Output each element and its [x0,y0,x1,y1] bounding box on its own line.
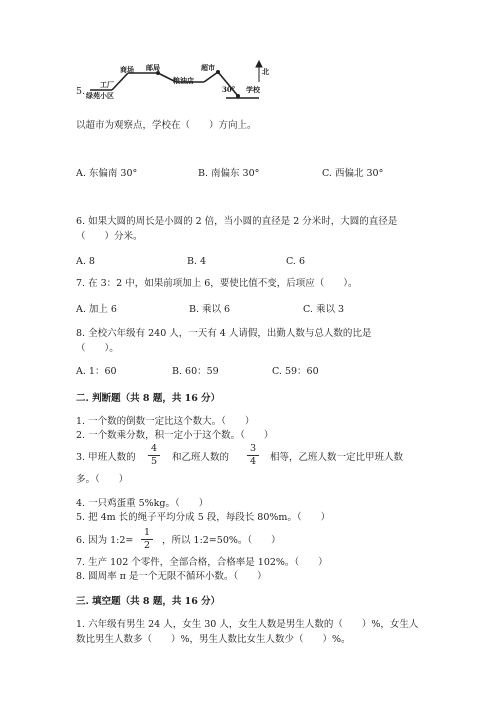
judge-item-6-part-a: 6. 因为 1:2= [76,535,134,546]
map-label-shangchang: 商场 [120,65,134,74]
fill-item-1-line1: 1. 六年级有男生 24 人，女生 30 人，女生人数是男生人数的（ ）%，女生人 [76,619,419,630]
fraction-numerator: 4 [150,443,158,454]
judge-item-8: 8. 圆周率 π 是一个无限不循环小数。（ ） [76,571,267,582]
q7-option-c[interactable]: C. 乘以 3 [303,304,345,315]
q8-option-c[interactable]: C. 59：60 [272,366,319,377]
q8-line1: 8. 全校六年级有 240 人，一天有 4 人请假，出勤人数与总人数的比是 [76,328,372,339]
map-label-angle: 30° [222,85,236,94]
q7-option-a[interactable]: A. 加上 6 [76,304,117,315]
q8-line2: （ ）。 [76,343,119,354]
fraction-denominator: 4 [249,456,257,467]
chaoshi-dot [216,70,220,74]
map-label-chaoshi: 超市 [201,63,215,72]
q6-option-a[interactable]: A. 8 [76,256,95,267]
q5-number: 5. [76,86,86,97]
judge-item-6-part-b: ，所以 1:2=50%。（ ） [162,535,281,546]
fraction-numerator: 1 [143,527,151,538]
route-segment-chaoshi [204,72,218,82]
route-segment-gongchang [112,73,128,90]
map-label-xuexiao: 学校 [246,85,260,94]
q7-option-b[interactable]: B. 乘以 6 [189,304,231,315]
fill-item-1-line2: 数比男生人数多（ ）%，男生人数比女生人数少（ ）%。 [76,634,351,645]
section2-title: 二. 判断题（共 8 题，共 16 分） [76,393,221,404]
judge-item-3-fraction-1 [148,444,160,467]
judge-item-5: 5. 把 4m 长的绳子平均分成 5 段，每段长 80%m。（ ） [76,512,331,523]
q5-option-c[interactable]: C. 西偏北 30° [322,168,384,179]
judge-item-4: 4. 一只鸡蛋重 5%kg。（ ） [76,498,209,509]
map-label-gongchang: 工厂 [100,80,114,89]
judge-item-3-part-b: 和乙班人数的 [172,452,230,463]
fraction-denominator: 5 [150,456,158,467]
map-label-north: 北 [262,67,269,76]
q5-option-b[interactable]: B. 南偏东 30° [198,168,260,179]
judge-item-3-fraction-2 [247,444,259,467]
map-label-lvyuan: 绿苑小区 [86,91,114,100]
fraction-numerator: 3 [249,443,257,454]
judge-item-7: 7. 生产 102 个零件，全部合格，合格率是 102%。（ ） [76,557,328,568]
section3-title: 三. 填空题（共 8 题，共 16 分） [76,596,221,607]
q6-option-c[interactable]: C. 6 [286,256,306,267]
map-label-youju: 邮局 [146,63,160,72]
judge-item-3-part-c: 相等，乙班人数一定比甲班人数 [270,452,404,463]
q8-option-a[interactable]: A. 1：60 [76,366,117,377]
judge-item-3-part-a: 3. 甲班人数的 [76,452,136,463]
q5-option-a[interactable]: A. 东偏南 30° [76,168,138,179]
judge-item-1: 1. 一个数的倒数一定比这个数大。（ ） [76,416,255,427]
q6-line1: 6. 如果大圆的周长是小圆的 2 倍，当小圆的直径是 2 分米时，大圆的直径是 [76,216,398,227]
q8-option-b[interactable]: B. 60：59 [172,366,219,377]
q6-line2: （ ）分米。 [76,231,143,242]
q7-text: 7. 在 3：2 中，如果前项加上 6，要使比值不变，后项应（ ）。 [76,278,358,289]
map-label-liangyoudian: 粮油店 [173,76,194,85]
judge-item-3-part-d: 多。（ ） [76,474,129,485]
fraction-denominator: 2 [143,540,151,551]
xuexiao-dot [236,94,240,98]
q5-text: 以超市为观察点，学校在（ ）方向上。 [76,120,257,131]
judge-item-6-fraction [141,528,153,551]
judge-item-2: 2. 一个数乘分数，积一定小于这个数。（ ） [76,430,274,441]
q6-option-b[interactable]: B. 4 [187,256,207,267]
